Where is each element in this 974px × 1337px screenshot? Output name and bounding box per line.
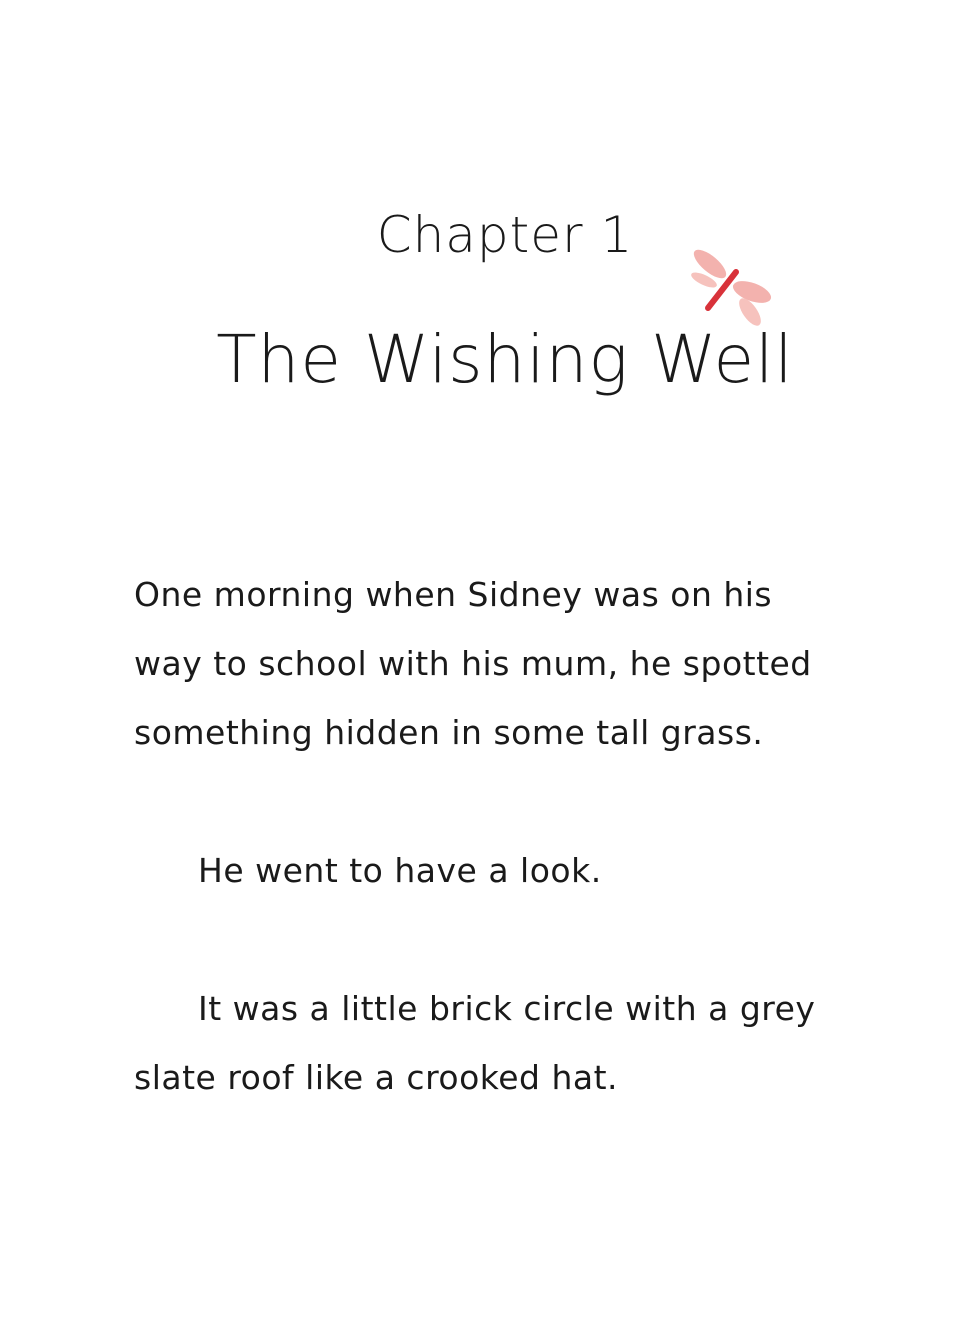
text-line: something hidden in some tall grass.: [134, 713, 764, 752]
paragraph-1: [134, 560, 894, 767]
text-line: slate roof like a crooked hat.: [134, 1058, 619, 1097]
paragraph-2: [134, 836, 894, 905]
text-line: He went to have a look.: [198, 851, 602, 890]
text-line: way to school with his mum, he spotted: [134, 644, 812, 683]
text-line: One morning when Sidney was on his: [134, 575, 773, 614]
text-line: It was a little brick circle with a grey: [198, 989, 816, 1028]
chapter-title: The Wishing Well: [216, 321, 794, 398]
dragonfly-icon: [684, 244, 776, 328]
chapter-label: Chapter 1: [376, 206, 634, 264]
paragraph-3: [134, 974, 894, 1112]
